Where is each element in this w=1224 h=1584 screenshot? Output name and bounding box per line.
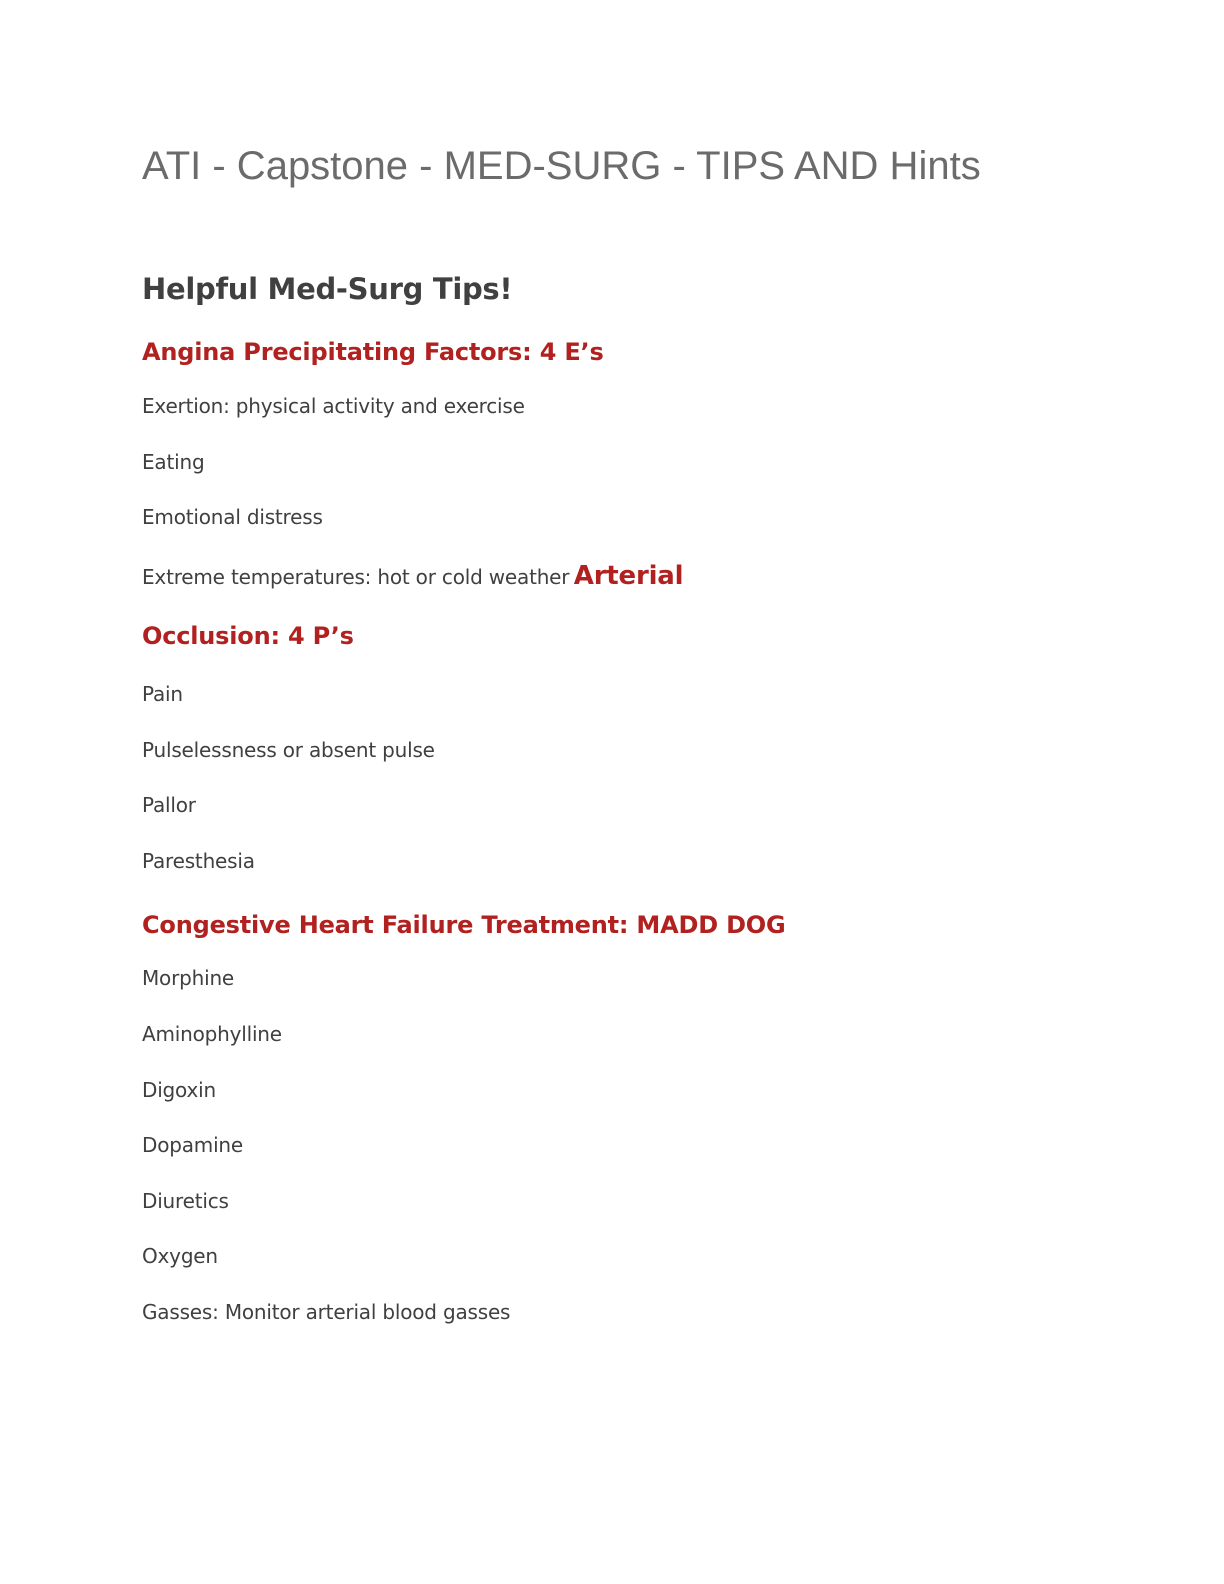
chf-item: Diuretics <box>142 1189 229 1213</box>
chf-item: Aminophylline <box>142 1022 282 1046</box>
chf-item: Oxygen <box>142 1244 218 1268</box>
chf-heading: Congestive Heart Failure Treatment: MADD DOG <box>142 911 786 939</box>
arterial-occlusion-heading: Occlusion: 4 P’s <box>142 622 354 650</box>
angina-item-with-inline-heading <box>142 563 683 589</box>
chf-item: Gasses: Monitor arterial blood gasses <box>142 1300 511 1324</box>
main-heading: Helpful Med-Surg Tips! <box>142 272 513 306</box>
chf-item: Morphine <box>142 966 235 990</box>
chf-item: Dopamine <box>142 1133 244 1157</box>
angina-heading: Angina Precipitating Factors: 4 E’s <box>142 338 604 366</box>
arterial-item: Pain <box>142 682 183 706</box>
angina-item: Eating <box>142 450 205 474</box>
arterial-item: Pallor <box>142 793 196 817</box>
angina-item: Emotional distress <box>142 505 323 529</box>
angina-item: Extreme temperatures: hot or cold weather <box>142 565 570 589</box>
chf-item: Digoxin <box>142 1078 216 1102</box>
angina-item: Exertion: physical activity and exercise <box>142 394 525 418</box>
arterial-heading-start: Arterial <box>573 561 684 591</box>
document-title: ATI - Capstone - MED-SURG - TIPS AND Hints <box>142 144 981 188</box>
arterial-item: Paresthesia <box>142 849 255 873</box>
arterial-item: Pulselessness or absent pulse <box>142 738 435 762</box>
